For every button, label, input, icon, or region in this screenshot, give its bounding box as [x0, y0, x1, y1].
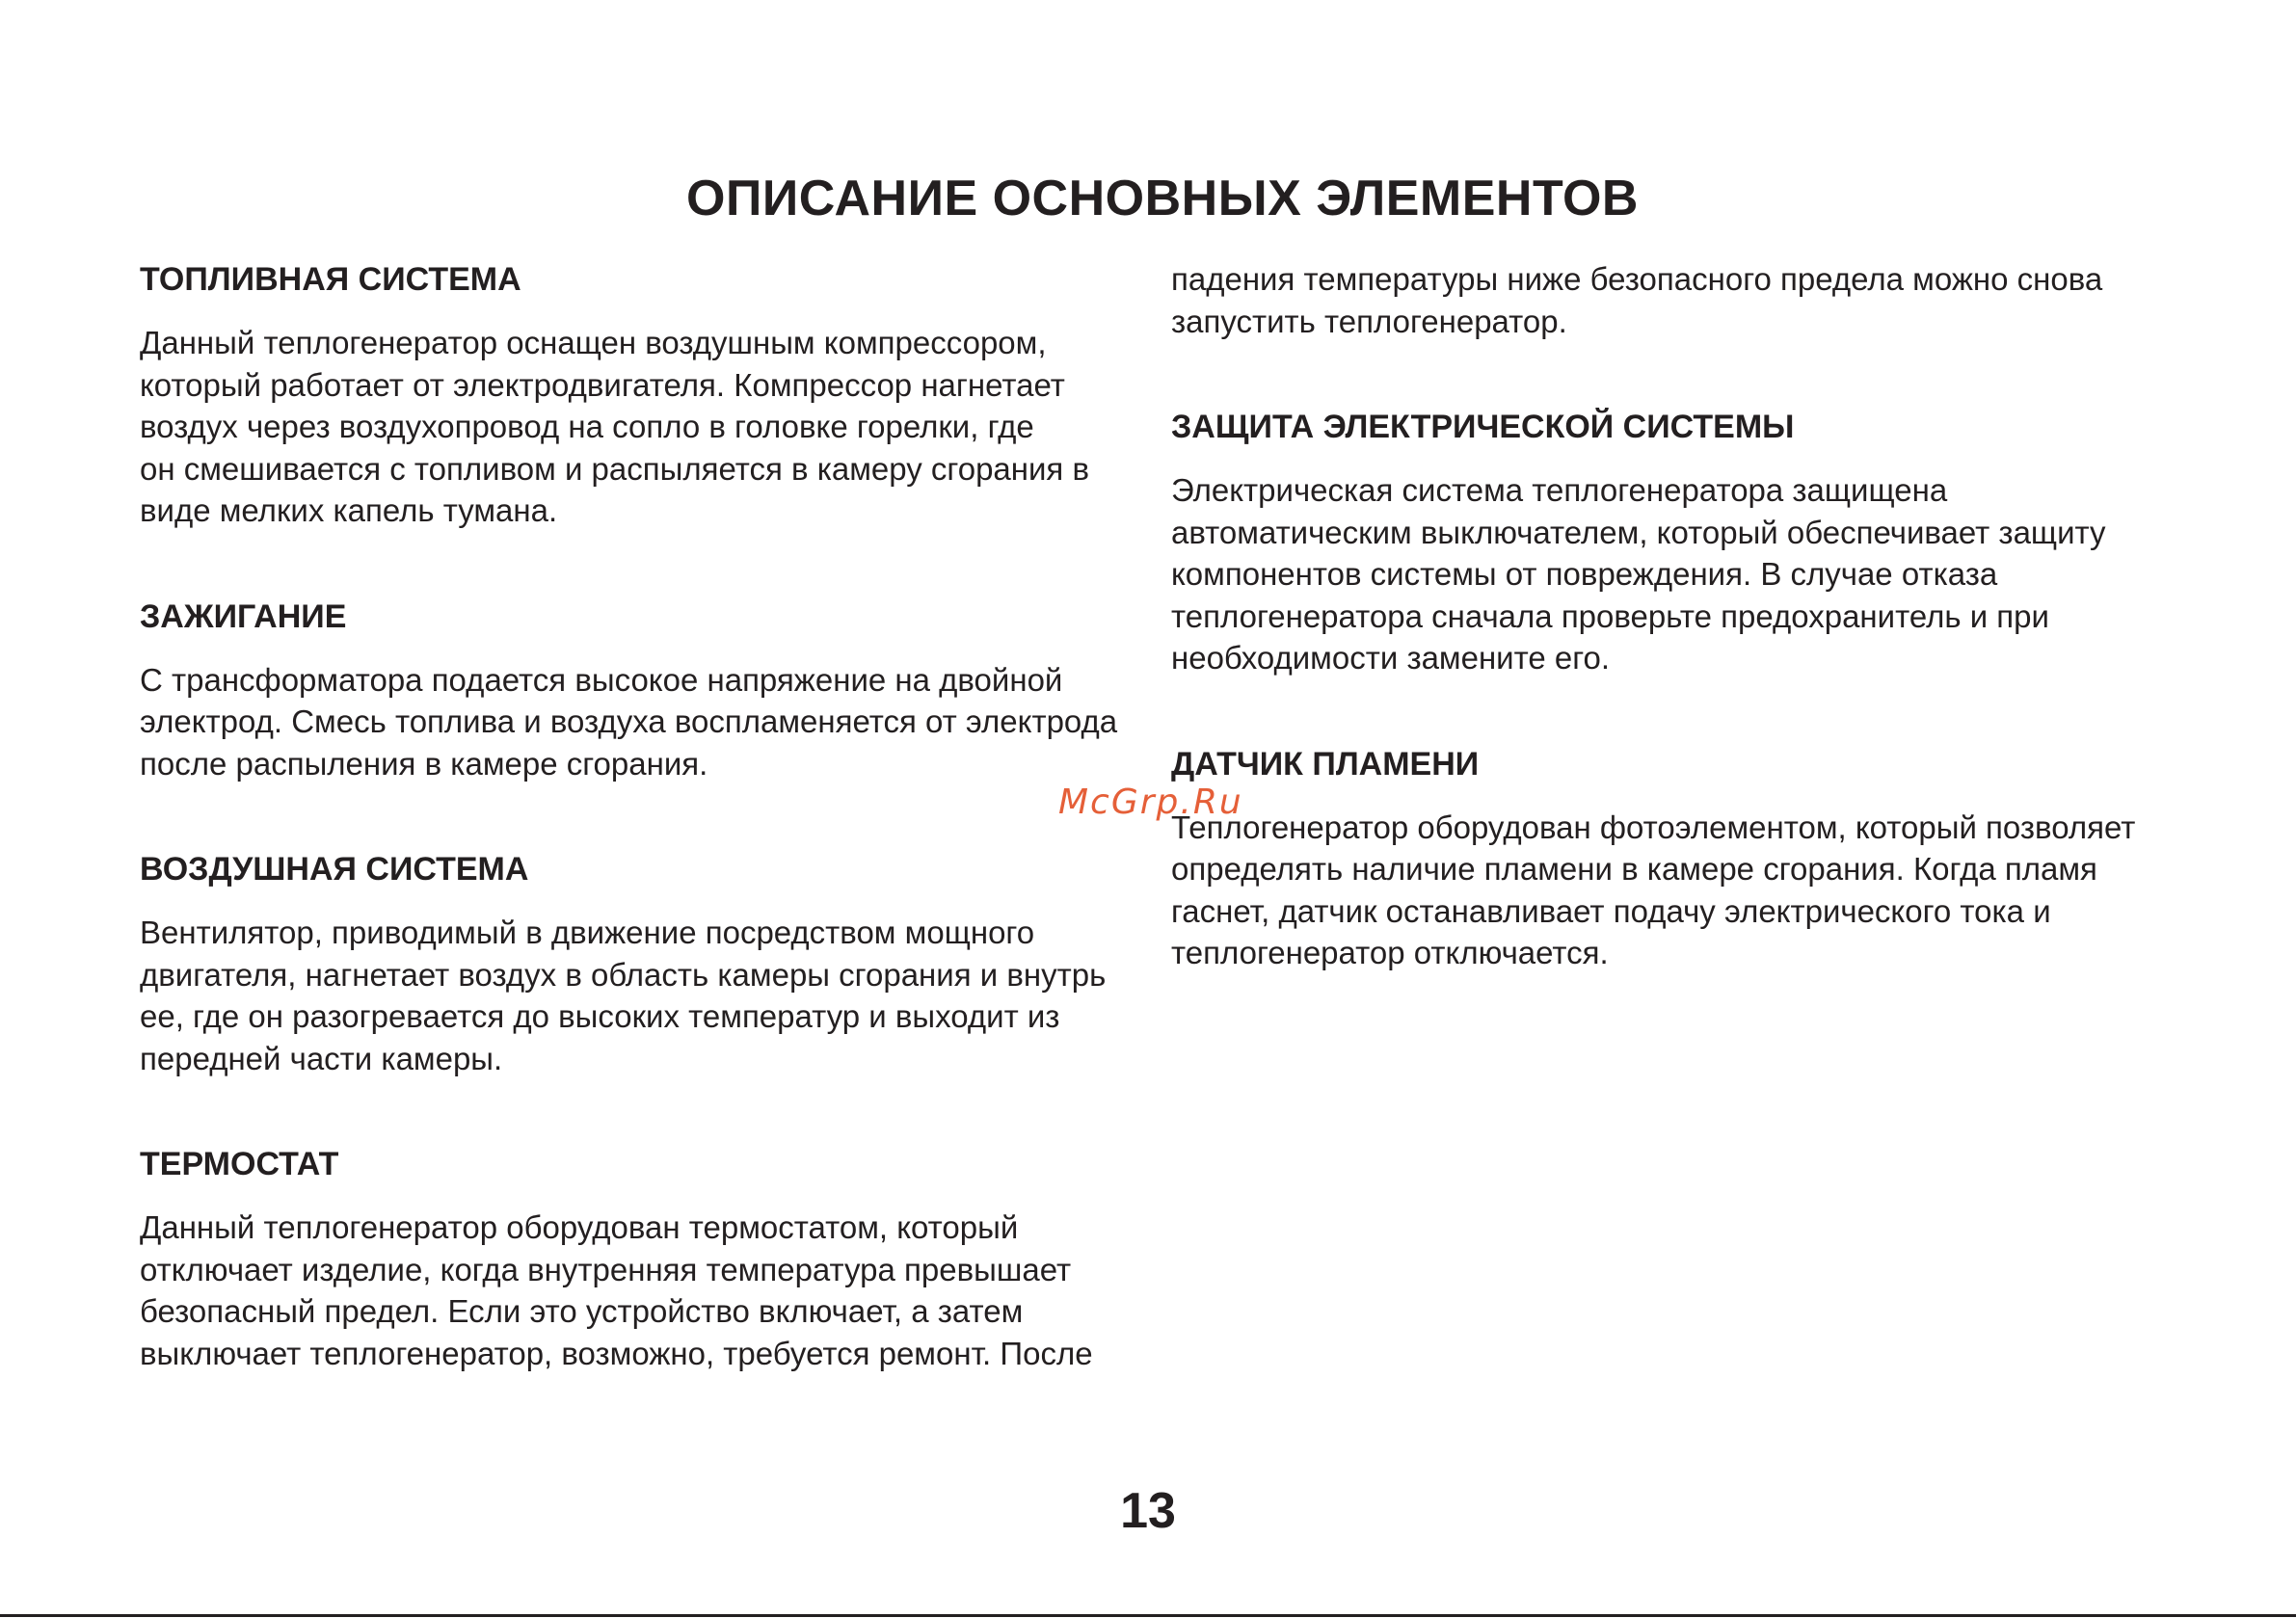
watermark: McGrp.Ru: [1058, 782, 1243, 822]
body-line: теплогенератора сначала проверьте предохранитель и при: [1171, 597, 2049, 634]
section-heading: ЗАЖИГАНИЕ: [140, 597, 347, 635]
body-line: падения температуры ниже безопасного предела можно снова: [1171, 261, 2103, 297]
left-column: [140, 258, 1142, 1374]
section-body: [1171, 807, 2174, 974]
section-heading: ТЕРМОСТАТ: [140, 1146, 339, 1182]
section-heading: ДАТЧИК ПЛАМЕНИ: [1171, 745, 1480, 782]
page-number: 13: [1120, 1483, 1176, 1539]
body-line: гаснет, датчик останавливает подачу электрического тока и: [1171, 892, 2051, 929]
page-title: ОПИСАНИЕ ОСНОВНЫХ ЭЛЕМЕНТОВ: [686, 171, 1639, 226]
section-thermostat: [140, 1143, 1142, 1374]
section-body: [140, 912, 1142, 1079]
body-line: виде мелких капель тумана.: [140, 492, 558, 528]
body-line: запустить теплогенератор.: [1171, 303, 1567, 339]
section-body: [140, 1207, 1142, 1374]
body-line: который работает от электродвигателя. Компрессор нагнетает: [140, 366, 1065, 403]
right-column: [1171, 258, 2174, 974]
body-line: электрод. Смесь топлива и воздуха воспламеняется от электрода: [140, 703, 1118, 739]
section-ignition: [140, 596, 1142, 785]
body-line: необходимости замените его.: [1171, 640, 1611, 676]
body-line: он смешивается с топливом и распыляется в камеру сгорания в: [140, 450, 1090, 487]
body-line: определять наличие пламени в камере сгорания. Когда пламя: [1171, 851, 2097, 887]
body-line: компонентов системы от повреждения. В случае отказа: [1171, 556, 1998, 592]
body-line: выключает теплогенератор, возможно, требуется ремонт. После: [140, 1335, 1093, 1371]
body-line: Данный теплогенератор оборудован термостатом, который: [140, 1209, 1019, 1245]
body-line: отключает изделие, когда внутренняя температура превышает: [140, 1251, 1072, 1287]
body-line: теплогенератор отключается.: [1171, 935, 1609, 970]
body-line: Электрическая система теплогенератора защищена: [1171, 472, 1948, 508]
body-line: безопасный предел. Если это устройство включает, а затем: [140, 1293, 1024, 1329]
body-line: воздух через воздухопровод на сопло в головке горелки, где: [140, 409, 1034, 444]
body-line: Вентилятор, приводимый в движение посредством мощного: [140, 915, 1035, 950]
body-line: С трансформатора подается высокое напряжение на двойной: [140, 661, 1063, 698]
section-heading: ВОЗДУШНАЯ СИСТЕМА: [140, 851, 529, 888]
body-line: Данный теплогенератор оснащен воздушным компрессором,: [140, 325, 1047, 360]
section-heading: ТОПЛИВНАЯ СИСТЕМА: [140, 261, 521, 298]
section-flame-sensor: [1171, 743, 2174, 974]
body-line: ее, где он разогревается до высоких температур и выходит из: [140, 998, 1060, 1034]
section-electrical-protection: [1171, 406, 2174, 679]
section-air-system: [140, 848, 1142, 1079]
body-line: после распыления в камере сгорания.: [140, 745, 708, 782]
body-line: автоматическим выключателем, который обеспечивает защиту: [1171, 514, 2106, 550]
section-body: [140, 659, 1142, 785]
body-line: Теплогенератор оборудован фотоэлементом, который позволяет: [1171, 809, 2136, 845]
section-body: [1171, 469, 2174, 679]
body-line: двигателя, нагнетает воздух в область камеры сгорания и внутрь: [140, 956, 1107, 993]
section-fuel-system: [140, 258, 1142, 532]
thermostat-continuation: [1171, 258, 2174, 342]
bottom-rule: [0, 1614, 2296, 1617]
section-body: [140, 322, 1142, 532]
body-line: передней части камеры.: [140, 1040, 503, 1076]
section-heading: ЗАЩИТА ЭЛЕКТРИЧЕСКОЙ СИСТЕМЫ: [1171, 409, 1795, 445]
